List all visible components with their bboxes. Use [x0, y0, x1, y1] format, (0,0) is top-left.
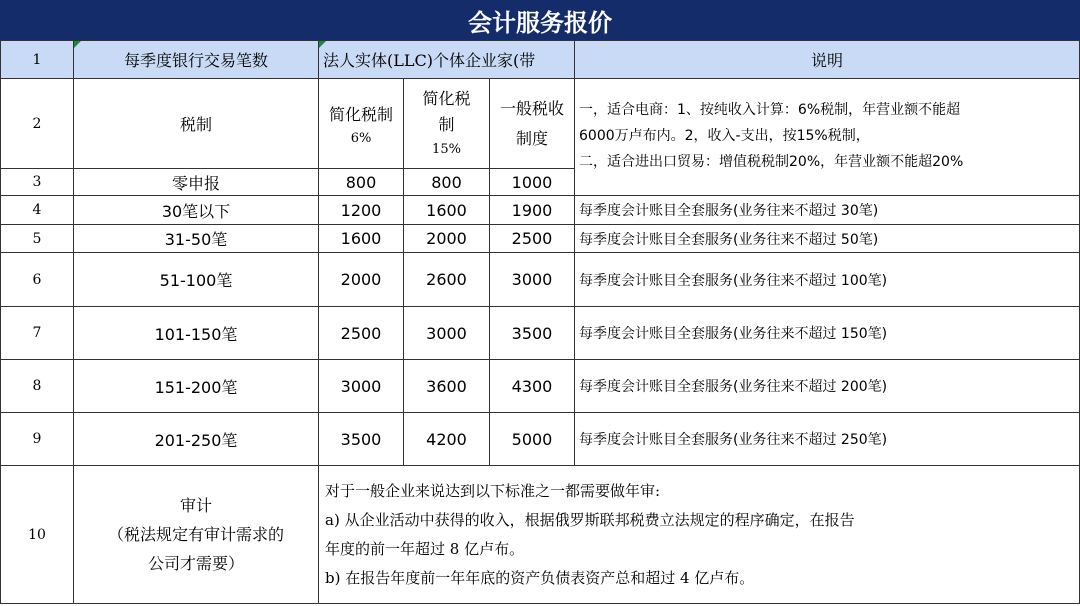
price-simplified-15: 2600	[404, 253, 490, 307]
table-row	[1, 307, 1080, 360]
price-simplified-6: 2500	[319, 307, 404, 360]
service-description: 每季度会计账目全套服务(业务往来不超过 100笔)	[575, 253, 1080, 307]
transaction-range: 51-100笔	[74, 253, 319, 307]
price-simplified-6: 1600	[319, 225, 404, 253]
price-general: 3500	[490, 307, 575, 360]
tax-regime-label: 税制	[74, 79, 319, 169]
price-general: 2500	[490, 225, 575, 253]
general-regime-title-2: 制度	[516, 128, 549, 148]
table-row	[1, 196, 1080, 225]
audit-text-line: 对于一般企业来说达到以下标准之一都需要做年审:	[325, 481, 661, 500]
simplified-15-title-1: 简化税	[422, 88, 471, 108]
transaction-range: 31-50笔	[74, 225, 319, 253]
audit-text-line: 年度的前一年超过 8 亿卢布。	[325, 539, 525, 558]
simplified-15-rate: 15%	[432, 141, 461, 157]
table-row	[1, 360, 1080, 413]
transaction-range: 151-200笔	[74, 360, 319, 413]
audit-label-note-2: 公司才需要）	[147, 554, 244, 573]
tax-note-line: 6000万卢布内。2，收入-支出，按15%税制，	[579, 128, 870, 144]
tax-note-line: 二，适合进出口贸易：增值税税制20%，年营业额不能超20%	[579, 154, 964, 170]
column-header-description: 说明	[575, 41, 1080, 79]
price-simplified-15: 4200	[404, 413, 490, 466]
price-simplified-6: 3000	[319, 360, 404, 413]
transaction-range: 201-250笔	[74, 413, 319, 466]
price-simplified-6: 800	[319, 169, 404, 196]
transaction-range: 30笔以下	[74, 196, 319, 225]
audit-label	[74, 466, 319, 604]
table-row	[1, 225, 1080, 253]
row-number: 4	[1, 196, 74, 225]
tax-regime-notes	[575, 79, 1080, 196]
transaction-range: 101-150笔	[74, 307, 319, 360]
tax-regime-row	[1, 79, 1080, 169]
price-simplified-6: 3500	[319, 413, 404, 466]
price-simplified-15: 3000	[404, 307, 490, 360]
simplified-6-header	[319, 79, 404, 169]
service-description: 每季度会计账目全套服务(业务往来不超过 200笔)	[575, 360, 1080, 413]
price-table	[0, 40, 1080, 604]
general-regime-title-1: 一般税收	[500, 98, 565, 118]
row-number: 7	[1, 307, 74, 360]
tax-note-line: 一，适合电商：1、按纯收入计算：6%税制，年营业额不能超	[579, 102, 961, 118]
audit-requirements	[319, 466, 1080, 604]
price-simplified-15: 800	[404, 169, 490, 196]
price-general: 1900	[490, 196, 575, 225]
price-general: 4300	[490, 360, 575, 413]
simplified-15-header	[404, 79, 490, 169]
audit-label-note-1: （税法规定有审计需求的	[107, 525, 284, 544]
row-number: 2	[1, 79, 74, 169]
row-number: 10	[1, 466, 74, 604]
column-header-transaction-count: 每季度银行交易笔数	[74, 41, 319, 79]
service-description: 每季度会计账目全套服务(业务往来不超过 150笔)	[575, 307, 1080, 360]
page-title: 会计服务报价	[0, 0, 1080, 40]
row-number: 8	[1, 360, 74, 413]
table-row	[1, 253, 1080, 307]
service-description: 每季度会计账目全套服务(业务往来不超过 250笔)	[575, 413, 1080, 466]
audit-row	[1, 466, 1080, 604]
price-simplified-6: 1200	[319, 196, 404, 225]
audit-text-line: b) 在报告年度前一年年底的资产负债表资产总和超过 4 亿卢布。	[325, 568, 755, 587]
simplified-6-title: 简化税制	[328, 104, 393, 124]
column-header-legal-entity: 法人实体(LLC)个体企业家(带	[319, 41, 575, 79]
row-number: 1	[1, 41, 74, 79]
audit-label-title: 审计	[179, 496, 212, 515]
price-general: 5000	[490, 413, 575, 466]
price-simplified-15: 1600	[404, 196, 490, 225]
row-number: 3	[1, 169, 74, 196]
row-number: 6	[1, 253, 74, 307]
price-general: 1000	[490, 169, 575, 196]
header-row	[1, 41, 1080, 79]
row-number: 9	[1, 413, 74, 466]
service-description: 每季度会计账目全套服务(业务往来不超过 50笔)	[575, 225, 1080, 253]
table-row	[1, 413, 1080, 466]
price-simplified-6: 2000	[319, 253, 404, 307]
price-simplified-15: 2000	[404, 225, 490, 253]
audit-text-line: a) 从企业活动中获得的收入，根据俄罗斯联邦税费立法规定的程序确定，在报告	[325, 510, 855, 529]
row-number: 5	[1, 225, 74, 253]
transaction-range: 零申报	[74, 169, 319, 196]
price-simplified-15: 3600	[404, 360, 490, 413]
service-description: 每季度会计账目全套服务(业务往来不超过 30笔)	[575, 196, 1080, 225]
simplified-6-rate: 6%	[350, 130, 372, 146]
general-regime-header	[490, 79, 575, 169]
simplified-15-title-2: 制	[438, 114, 455, 134]
price-general: 3000	[490, 253, 575, 307]
